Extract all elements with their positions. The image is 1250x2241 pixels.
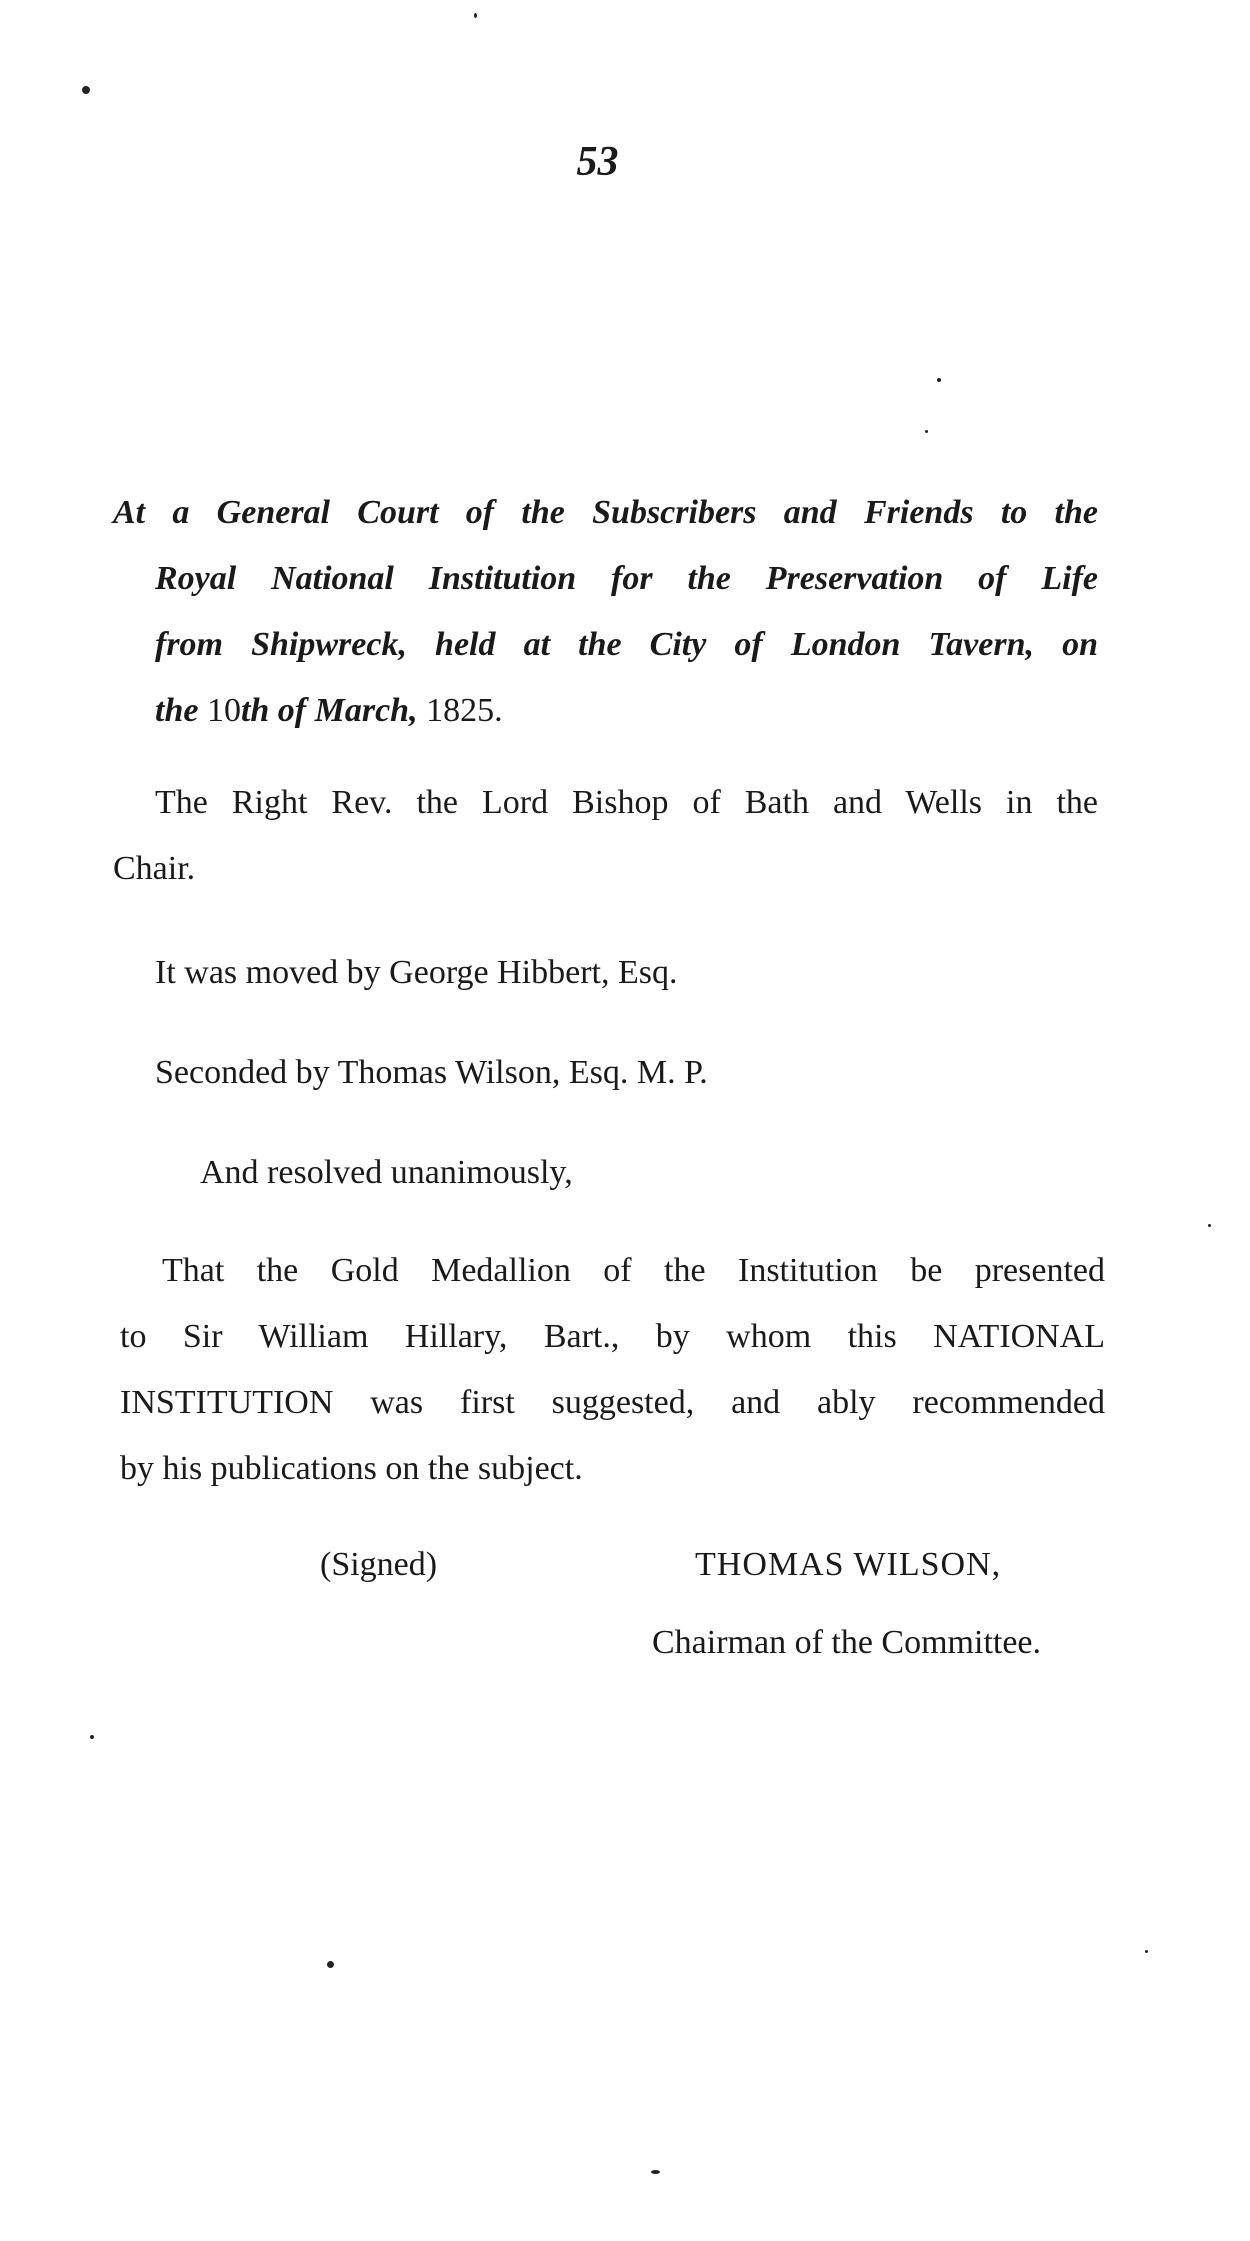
chair-paragraph xyxy=(113,770,1098,902)
heading-line-1: At a General Court of the Subscribers and Friends to the xyxy=(113,494,1098,531)
scan-speck xyxy=(937,378,941,382)
page-number: 53 xyxy=(576,139,619,185)
resolution-line-1: That the Gold Medallion of the Institution be presented xyxy=(162,1252,1105,1289)
resolution-line-2: to Sir William Hillary, Bart., by whom this NATIONAL xyxy=(120,1318,1105,1355)
heading-line-3: from Shipwreck, held at the City of London Tavern, on xyxy=(155,626,1098,663)
heading-line-4 xyxy=(113,678,1103,744)
scan-speck xyxy=(474,13,477,18)
moved-line: It was moved by George Hibbert, Esq. xyxy=(155,954,678,991)
signer-name: THOMAS WILSON, xyxy=(695,1546,1002,1583)
heading-line-2: Royal National Institution for the Preservation of Life xyxy=(155,560,1098,597)
resolution-line-3: INSTITUTION was first suggested, and ably recommended xyxy=(120,1384,1105,1421)
scan-speck xyxy=(651,2170,660,2174)
heading-line-4-b: 10 xyxy=(206,692,241,729)
signed-label: (Signed) xyxy=(320,1546,438,1583)
chair-line-1: The Right Rev. the Lord Bishop of Bath and Wells in the xyxy=(155,784,1098,821)
scan-speck xyxy=(1145,1950,1148,1953)
signer-title: Chairman of the Committee. xyxy=(652,1624,1042,1661)
heading-line-4-a: the xyxy=(155,692,207,729)
scan-speck xyxy=(925,430,928,433)
chair-line-2: Chair. xyxy=(113,850,196,887)
resolution-paragraph xyxy=(120,1238,1105,1502)
scan-speck xyxy=(82,86,90,94)
scan-speck xyxy=(90,1735,94,1739)
scan-speck xyxy=(1208,1224,1211,1227)
resolution-line-4: by his publications on the subject. xyxy=(120,1450,583,1487)
seconded-line: Seconded by Thomas Wilson, Esq. M. P. xyxy=(155,1054,708,1091)
scan-speck xyxy=(327,1961,334,1968)
heading-line-4-d: 1825. xyxy=(426,692,503,729)
resolved-line: And resolved unanimously, xyxy=(200,1154,573,1191)
heading-line-4-c: th of March, xyxy=(240,692,427,729)
meeting-heading xyxy=(113,480,1103,744)
